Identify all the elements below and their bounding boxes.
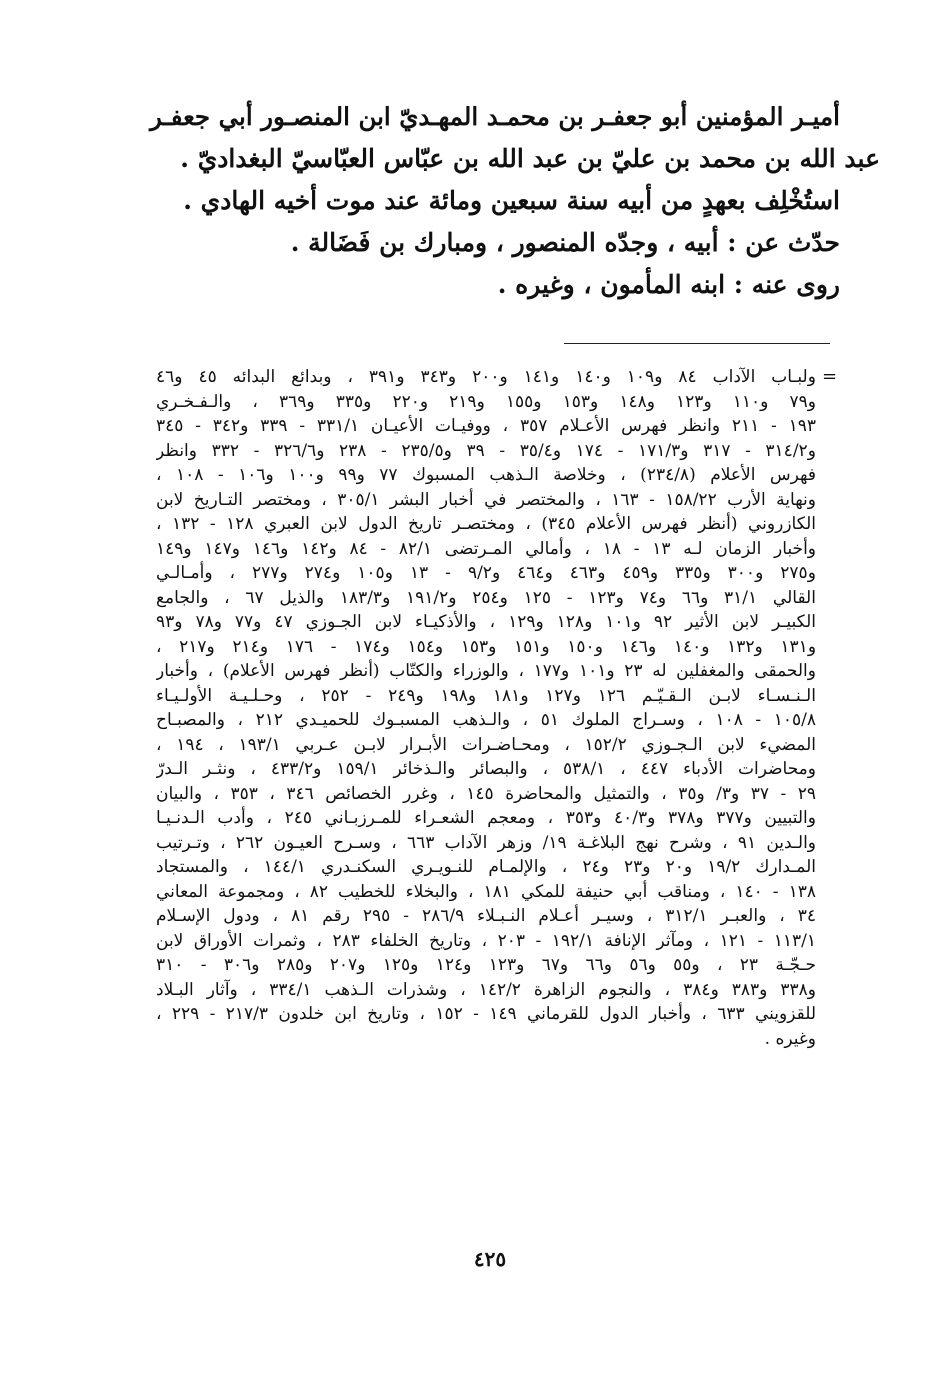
footnote-line: ٣٤ ، والعبـر ٣١٢/١ ، وسيـر أعـلام النـبـلاء ٢٨٦/٩ - ٢٩٥ رقم ٨١ ، ودول الإسـلام (156, 906, 816, 926)
footnote-line: و٣١٤/٢ - ٣١٧ و١٧١/٣ - ١٧٤ و٣٥/٤ - ٣٩ و٢٣٥/٥ - ٢٣٨ و٣٢٦/٦ - ٣٣٢ وانظر (156, 440, 816, 461)
footnote-line: وغيره . (764, 1028, 816, 1049)
footnote-line: ولبـاب الآداب ٨٤ و١٠٩ و١٤٠ و١٤١ و٢٠٠ و٣٤٣ و٣٩١ ، وبدائع البدائه ٤٥ و٤٦ (156, 367, 816, 387)
footnote-line: الكازروني (أنظر فهرس الأعلام ٣٤٥) ، ومختصـر تاريخ الدول لابن العبري ١٢٨ - ١٣٢ ، (156, 514, 816, 534)
main-line-2: عبد الله بن محمد بن عليّ بن عبد الله بن عبّاس العبّاسيّ البغداديّ . (180, 144, 880, 173)
footnote-line: المضيء لابن الـجـوزي ١٥٢/٢ ، ومحـاضـرات الأبـرار لابـن عـربي ١٩٣/١ ، ١٩٤ ، (156, 734, 816, 755)
footnote-line: للقزويني ٦٣٣ ، وأخبار الدول للقرماني ١٤٩ - ١٥٢ ، وتاريخ ابن خلدون ٢١٧/٣ - ٢٢٩ ، (156, 1004, 816, 1024)
footnote-line: الكبيـر لابن الأثير ٩٢ و١٠١ و١٢٨ و١٢٩ ، والأذكيـاء لابن الجـوزي ٤٧ و٧٧ و٧٨ و٩٣ (156, 612, 816, 632)
footnote-line: المـدارك ١٩/٢ و٢٠ و٢٣ و٢٤ ، والإلمـام للنـويـري السكنـدري ١٤٤/١ ، والمستجاد (156, 857, 816, 877)
footnote-block (156, 365, 816, 1051)
main-line-1: أميـر المؤمنين أبو جعفـر بن محمـد المهـديّ ابن المنصـور أبي جعفـر (150, 102, 840, 131)
main-line-5: روى عنه : ابنه المأمون ، وغيره . (497, 270, 840, 299)
footnote-line: ٢٩ - ٣٧ و٣/ و٣٥ ، والتمثيل والمحاضرة ١٤٥ ، وغرر الخصائص ٣٤٦ ، ٣٥٣ ، والبيان (156, 783, 816, 804)
footnote-line: ١٩٣ - ٢١١ وانظر فهرس الأعـلام ٣٥٧ ، ووفيـات الأعيـان ٣٣١/١ - ٣٣٩ و٣٤٢ - ٣٤٥ (156, 416, 816, 436)
page-number: ٤٢٥ (473, 1247, 507, 1271)
footnote-line: حـجّـة ٢٣ ، و٥٥ و٥٦ و٦٦ و٦٧ و١٢٣ و١٢٤ و١٢٥ و٢٠٧ و٢٨٥ و٣٠٦ - ٣١٠ (156, 955, 816, 975)
biography-text (140, 96, 880, 306)
footnote-line: ١٣٨ - ١٤٠ ، ومناقب أبي حنيفة للمكي ١٨١ ، والبخلاء للخطيب ٨٢ ، ومجموعة المعاني (156, 881, 816, 902)
footnote-line: والتبيين و٣٧٧ و٣٧٨ و٤٠/٣ و٣٥٣ ، ومعجم الشعـراء للمـرزبـاني ٢٤٥ ، وأدب الـدنـيـا (156, 808, 816, 828)
main-line-4: حدّث عن : أبيه ، وجدّه المنصور ، ومبارك بن فَضَالة . (290, 228, 840, 257)
footnote-line: فهرس الأعلام (٢٣٤/٨) ، وخلاصة الـذهب المسبوك ٧٧ و٩٩ و١٠٠ و١٠٦ - ١٠٨ ، (156, 465, 816, 485)
main-line-3: استُخْلِف بعهدٍ من أبيه سنة سبعين ومائة عند موت أخيه الهادي . (183, 186, 840, 215)
footnote-line: الـنـسـاء لابـن الـقـيّـم ١٢٦ و١٢٧ و١٨١ و١٩٨ و٢٤٩ - ٢٥٢ ، وحـلـيـة الأولـيـاء (156, 685, 816, 706)
footnote-line: ١١٣/١ - ١٢١ ، ومآثر الإنافة ١٩٢/١ - ٢٠٣ ، وتاريخ الخلفاء ٢٨٣ ، وثمرات الأوراق لابن (156, 930, 816, 951)
footnote-continuation-marker: = (822, 366, 838, 387)
footnote-line: و٣٣٨ و٣٨٣ و٣٨٤ ، والنجوم الزاهرة ١٤٢/٢ ، وشذرات الـذهب ٣٣٤/١ ، وآثار البـلاد (156, 979, 816, 1000)
footnote-line: و٢٧٥ و٣٠٠ و٣٣٥ و٤٥٩ و٤٦٣ و٤٦٤ و٩/٢ - ١٣ و١٠٥ و٢٧٤ و٢٧٧ ، وأمـالـي (156, 563, 816, 583)
footnote-line: و١٣١ و١٣٢ و١٤٠ و١٤٦ و١٥٠ و١٥١ و١٥٣ و١٥٤ و١٧٤ - ١٧٦ و٢١٤ و٢١٧ ، (156, 636, 816, 657)
footnote-line: القالي ٣١/١ و٦٦ و٧٤ و١٢٣ - ١٢٥ و٢٥٤ و١٩١/٢ و١٨٣/٣ والذيل ٦٧ ، والجامع (156, 587, 816, 608)
footnote-line: ١٠٥/٨ - ١٠٨ ، وسـراج الملوك ٥١ ، والـذهب المسبـوك للحميـدي ٢١٢ ، والمصبـاح (156, 710, 816, 730)
footnote-line: و٧٩ و١١٠ و١٢٣ و١٤٨ و١٥٣ و١٥٥ و٢١٩ و٢٢٠ و٣٣٥ و٣٦٩ ، والـفـخـري (156, 391, 816, 412)
footnote-line: ونهاية الأرب ١٥٨/٢٢ - ١٦٣ ، والمختصر في أخبار البشر ٣٠٥/١ ، ومختصر التـاريخ لابن (156, 489, 816, 510)
footnote-line: والحمقى والمغفلين له ٢٣ و١٠١ و١٧٧ ، والوزراء والكتّاب (أنظر فهرس الأعلام) ، وأخبار (156, 661, 816, 681)
footnote-line: ومحاضرات الأدباء ٤٤٧ ، ٥٣٨/١ ، والبصائر والـذخائر ١٥٩/١ و٤٣٣/٢ ، ونثـر الـدرّ (156, 759, 816, 779)
footnote-line: والـدين ٩١ ، وشرح نهج البلاغـة ١٩/ وزهر الآداب ٦٦٣ ، وسـرح العيـون ٢٦٢ ، وتـرتيب (156, 832, 816, 853)
footnote-line: وأخبار الزمان لـه ١٣ - ١٨ ، وأمالي المـرتضى ٨٢/١ - ٨٤ و١٤٢ و١٤٦ و١٤٧ و١٤٩ (156, 538, 816, 559)
footnote-separator (564, 343, 830, 344)
